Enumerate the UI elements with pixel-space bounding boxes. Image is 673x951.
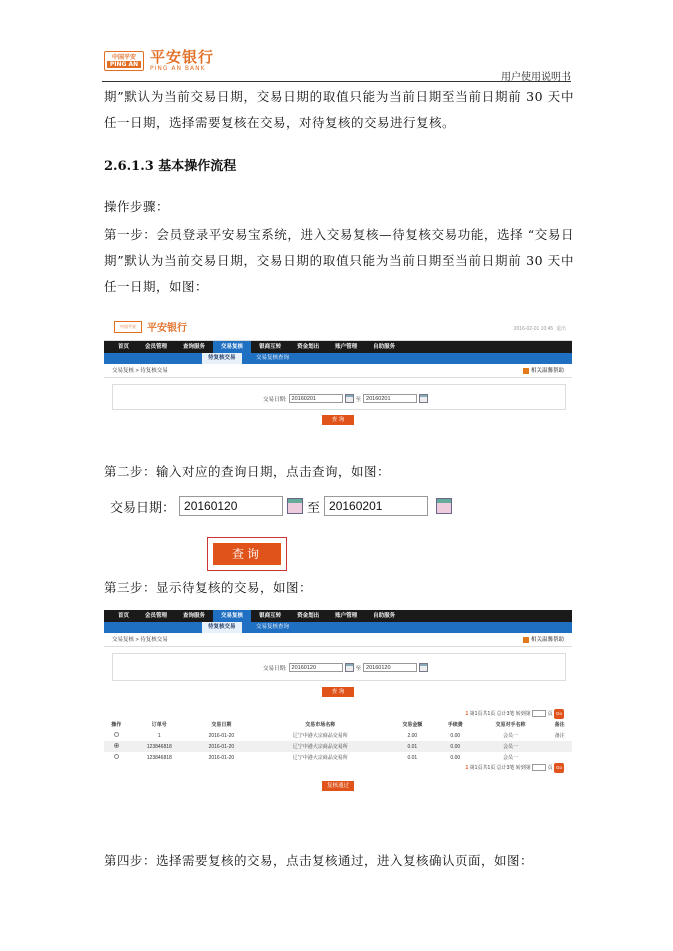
cell-party: 会员一	[474, 741, 548, 752]
step4-text: 第四步：选择需要复核的交易，点击复核通过，进入复核确认页面，如图：	[104, 853, 534, 868]
pingan-logo	[104, 49, 214, 72]
help-icon	[523, 637, 529, 643]
zoom-query-button[interactable]: 查询	[213, 543, 281, 565]
nav-review[interactable]: 交易复核	[213, 341, 251, 353]
cell-market: 辽宁中港大宗商品交易所	[292, 733, 348, 739]
cell-amount: 2.00	[407, 732, 418, 739]
query-button[interactable]: 查 询	[322, 415, 354, 425]
col-order: 订单号	[151, 722, 167, 728]
zoom-date-from-input[interactable]: 20160120	[179, 496, 283, 516]
cell-fee: 0.00	[450, 754, 461, 761]
page-input[interactable]	[532, 710, 546, 717]
cell-date: 2016-01-20	[208, 754, 235, 761]
pager-top: 1 第1页共1页 总计3笔 转到第 页 Go	[465, 711, 562, 717]
cell-market: 辽宁中港大宗商品交易所	[292, 755, 348, 761]
paragraph-intro: 期”默认为当前交易日期，交易日期的取值只能为当前日期至当前日期前 30 天中任一日期，选择需要复核在交易，对待复核的交易进行复核。	[104, 89, 574, 130]
page-input[interactable]	[532, 764, 546, 771]
cell-note: 备注	[554, 733, 565, 739]
query-box	[112, 653, 566, 681]
nav-query[interactable]: 查询服务	[183, 344, 206, 350]
cell-market: 辽宁中港大宗商品交易所	[253, 741, 388, 752]
date-label: 交易日期:	[263, 396, 287, 403]
date-from-input[interactable]: 20160201	[289, 394, 343, 403]
pending-table	[104, 719, 572, 763]
breadcrumb: 交易复核 > 待复核交易	[112, 637, 168, 643]
date-to-input[interactable]: 20160120	[363, 663, 417, 672]
calendar-icon[interactable]	[345, 394, 354, 403]
help-link[interactable]: 相关温馨帮助	[523, 633, 564, 647]
logo-text: 平安银行	[150, 48, 215, 66]
row-radio[interactable]	[114, 743, 119, 748]
query-box	[112, 384, 566, 410]
steps-title: 操作步骤：	[104, 199, 170, 214]
row-radio[interactable]	[114, 754, 119, 759]
nav-transfer[interactable]: 银商互转	[259, 613, 282, 619]
nav-query[interactable]: 查询服务	[183, 613, 206, 619]
date-to-input[interactable]: 20160201	[363, 394, 417, 403]
table-row[interactable]	[104, 752, 572, 763]
col-party: 交易对手名称	[495, 722, 526, 728]
date-from-input[interactable]: 20160120	[289, 663, 343, 672]
cell-fee: 0.00	[450, 732, 461, 739]
col-fee: 手续费	[447, 722, 463, 728]
nav-members[interactable]: 会员管理	[145, 344, 168, 350]
col-market: 交易市场名称	[305, 722, 336, 728]
highlight-frame	[207, 537, 287, 571]
logout-link[interactable]: 退出	[555, 326, 566, 332]
nav-home[interactable]: 首页	[118, 613, 130, 619]
go-button[interactable]: Go	[554, 763, 564, 773]
date-time: 2016-02-01 10:45	[513, 326, 554, 332]
calendar-icon[interactable]	[436, 498, 452, 514]
table-row[interactable]	[104, 741, 572, 752]
zoom-to-label: 至	[307, 499, 321, 515]
date-label: 交易日期:	[263, 665, 287, 672]
nav-home[interactable]: 首页	[118, 344, 130, 350]
nav-account[interactable]: 账户管理	[335, 344, 358, 350]
help-link[interactable]: 相关温馨帮助	[523, 364, 564, 378]
screenshot-results	[104, 610, 572, 795]
header-divider	[102, 81, 571, 82]
zoom-date-label: 交易日期：	[110, 499, 176, 515]
to-label: 至	[355, 396, 362, 403]
nav-members[interactable]: 会员管理	[145, 613, 168, 619]
doc-title: 用户使用说明书	[501, 72, 571, 83]
query-button[interactable]: 查 询	[322, 687, 354, 697]
tab-pending-review[interactable]: 待复核交易	[202, 622, 242, 633]
help-icon	[523, 368, 529, 374]
table-row[interactable]	[104, 730, 572, 741]
brand-name: 平安银行	[147, 323, 187, 334]
nav-self-service[interactable]: 自助服务	[373, 613, 396, 619]
col-note: 备注	[554, 722, 565, 728]
col-amount: 交易金额	[402, 722, 423, 728]
nav-funds-out[interactable]: 资金划出	[297, 344, 320, 350]
to-label: 至	[355, 665, 362, 672]
logo-en: PING AN BANK	[150, 65, 206, 72]
pager-bottom: 1 第1页共1页 总计3笔 转到第 页 Go	[465, 765, 562, 771]
row-radio[interactable]	[114, 732, 119, 737]
cell-fee: 0.00	[437, 741, 474, 752]
breadcrumb: 交易复核 > 待复核交易	[112, 368, 168, 374]
col-action: 操作	[111, 722, 122, 728]
cell-order: 1	[157, 732, 161, 739]
nav-funds-out[interactable]: 资金划出	[297, 613, 320, 619]
nav-self-service[interactable]: 自助服务	[373, 344, 396, 350]
cell-amount: 0.01	[388, 741, 437, 752]
calendar-icon[interactable]	[287, 498, 303, 514]
cell-order: 123846818	[146, 754, 172, 761]
nav-review[interactable]: 交易复核	[213, 610, 251, 622]
approve-button[interactable]: 复核通过	[322, 781, 354, 791]
cell-amount: 0.01	[407, 754, 418, 761]
cell-note	[547, 741, 572, 752]
tab-review-query[interactable]: 交易复核查询	[256, 624, 290, 630]
step1-text: 第一步：会员登录平安易宝系统，进入交易复核—待复核交易功能，选择 “交易日期”默认为当前交易日期，交易日期的取值只能为当前日期至当前日期前 30 天中任一日期，如图：	[104, 227, 574, 294]
step2-text: 第二步：输入对应的查询日期，点击查询，如图：	[104, 464, 391, 479]
go-button[interactable]: Go	[554, 709, 564, 719]
cell-party: 会员一	[503, 755, 519, 761]
step3-text: 第三步：显示待复核的交易，如图：	[104, 580, 313, 595]
tab-pending-review[interactable]: 待复核交易	[202, 353, 242, 364]
calendar-icon[interactable]	[419, 663, 428, 672]
nav-account[interactable]: 账户管理	[335, 613, 358, 619]
cell-party: 会员一	[503, 733, 519, 739]
calendar-icon[interactable]	[345, 663, 354, 672]
main-nav	[104, 610, 572, 622]
cell-date: 2016-01-20	[190, 741, 253, 752]
tab-review-query[interactable]: 交易复核查询	[256, 355, 290, 361]
col-date: 交易日期	[211, 722, 232, 728]
nav-transfer[interactable]: 银商互转	[259, 344, 282, 350]
zoom-date-to-input[interactable]: 20160201	[324, 496, 428, 516]
screenshot-query-page	[104, 313, 572, 428]
zoom-date-row	[110, 496, 452, 516]
cell-date: 2016-01-20	[208, 732, 235, 739]
calendar-icon[interactable]	[419, 394, 428, 403]
main-nav	[104, 341, 572, 353]
logo-badge: 中国平安 PING AN	[104, 51, 144, 71]
cell-order: 123846818	[129, 741, 190, 752]
cell-note	[547, 752, 572, 763]
section-title: 2.6.1.3 基本操作流程	[104, 159, 237, 174]
logo-badge-small: 中国平安	[114, 321, 142, 333]
